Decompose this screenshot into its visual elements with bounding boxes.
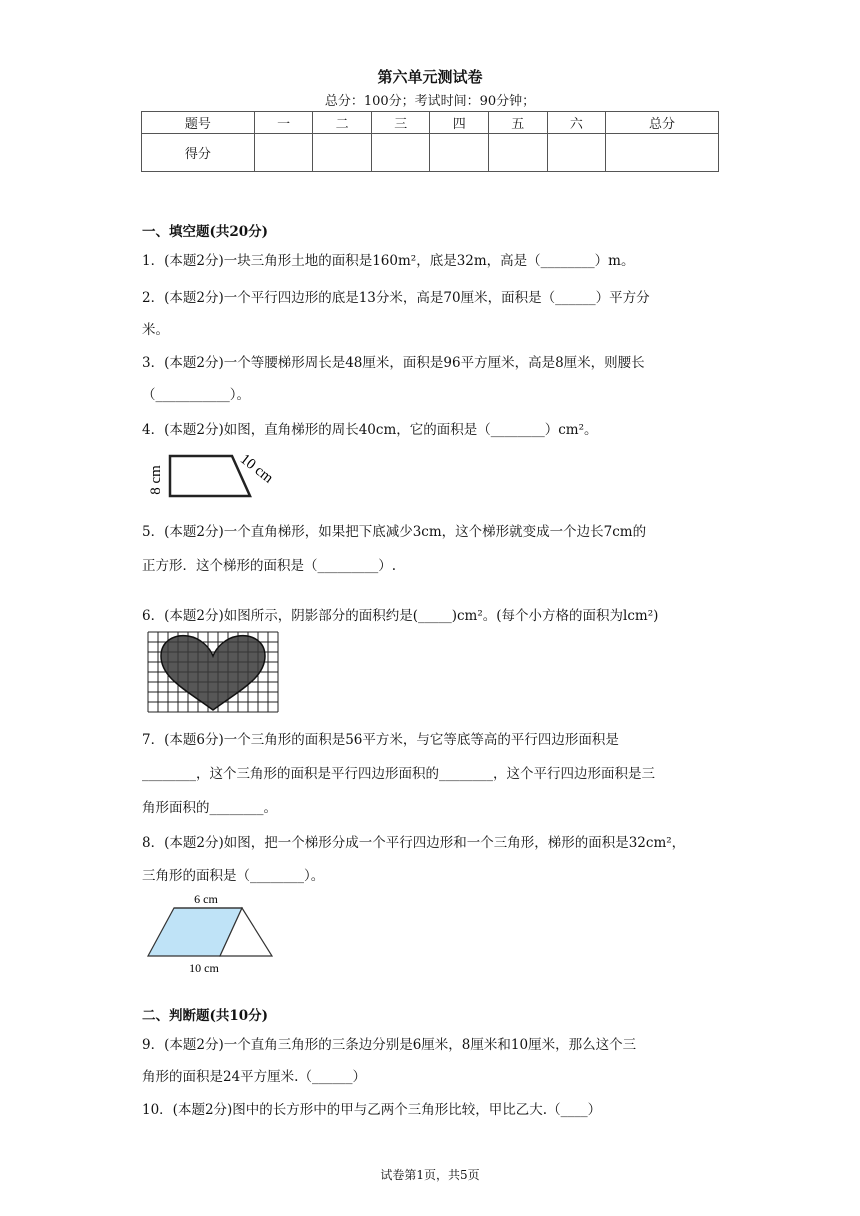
height-label: 8 cm xyxy=(148,465,164,495)
heart-shape xyxy=(161,636,265,710)
exam-info: 总分：100分；考试时间：90分钟； xyxy=(324,94,536,109)
trapezoid-split-figure xyxy=(142,890,282,978)
question-8-line-1: 8．(本题2分)如图，把一个梯形分成一个平行四边形和一个三角形，梯形的面积是32cm²， xyxy=(142,835,686,851)
question-7-line-2: ________，这个三角形的面积是平行四边形面积的________，这个平行四边形面积是三 xyxy=(142,766,655,782)
question-7-line-1: 7．(本题6分)一个三角形的面积是56平方米，与它等底等高的平行四边形面积是 xyxy=(142,732,619,748)
score-header-cell: 一 xyxy=(254,112,313,134)
section-heading-fill-blank: 一、填空题(共20分) xyxy=(142,224,269,240)
score-table-score-row xyxy=(142,134,719,172)
score-cell[interactable] xyxy=(254,134,313,172)
question-7-line-3: 角形面积的________。 xyxy=(142,800,277,816)
score-cell[interactable] xyxy=(313,134,372,172)
question-4: 4．(本题2分)如图，直角梯形的周长40cm，它的面积是（________）cm²。 xyxy=(142,422,598,438)
score-header-cell: 题号 xyxy=(142,112,255,134)
question-5-line-1: 5．(本题2分)一个直角梯形，如果把下底减少3cm，这个梯形就变成一个边长7cm的 xyxy=(142,524,647,540)
score-header-cell: 三 xyxy=(371,112,430,134)
score-cell[interactable] xyxy=(547,134,606,172)
score-table-header-row xyxy=(142,112,719,134)
score-header-cell: 六 xyxy=(547,112,606,134)
score-cell[interactable] xyxy=(371,134,430,172)
bottom-base-label: 10 cm xyxy=(189,961,219,975)
question-3-line-1: 3．(本题2分)一个等腰梯形周长是48厘米，面积是96平方厘米，高是8厘米，则腰长 xyxy=(142,355,645,371)
question-2-line-1: 2．(本题2分)一个平行四边形的底是13分米，高是70厘米，面积是（______）平方分 xyxy=(142,290,650,306)
question-8-line-2: 三角形的面积是（________）。 xyxy=(142,868,325,884)
question-10: 10．(本题2分)图中的长方形中的甲与乙两个三角形比较，甲比乙大.（____） xyxy=(142,1102,602,1118)
question-5-line-2: 正方形．这个梯形的面积是（_________）. xyxy=(142,558,397,574)
question-9-line-1: 9．(本题2分)一个直角三角形的三条边分别是6厘米，8厘米和10厘米，那么这个三 xyxy=(142,1037,637,1053)
question-2-line-2: 米。 xyxy=(142,322,169,338)
score-row-label: 得分 xyxy=(142,134,255,172)
page-footer: 试卷第1页，共5页 xyxy=(380,1168,480,1182)
page-title: 第六单元测试卷 xyxy=(377,68,483,86)
score-cell[interactable] xyxy=(489,134,548,172)
score-header-cell: 总分 xyxy=(606,112,719,134)
score-table xyxy=(141,111,719,172)
section-heading-judgment: 二、判断题(共10分) xyxy=(142,1008,269,1024)
score-header-cell: 四 xyxy=(430,112,489,134)
score-cell[interactable] xyxy=(430,134,489,172)
score-header-cell: 五 xyxy=(489,112,548,134)
question-6: 6．(本题2分)如图所示，阴影部分的面积约是(_____)cm²。(每个小方格的面积为lcm²) xyxy=(142,608,659,624)
slant-side-label: 10 cm xyxy=(236,451,276,487)
score-cell[interactable] xyxy=(606,134,719,172)
question-3-line-2: （___________）。 xyxy=(142,387,250,403)
top-base-label: 6 cm xyxy=(194,892,218,906)
right-trapezoid-figure xyxy=(142,446,282,506)
score-header-cell: 二 xyxy=(313,112,372,134)
question-1: 1．(本题2分)一块三角形土地的面积是160m²，底是32m，高是（________）m。 xyxy=(142,253,635,269)
heart-grid-figure xyxy=(146,630,280,716)
question-9-line-2: 角形的面积是24平方厘米.（______） xyxy=(142,1069,366,1085)
